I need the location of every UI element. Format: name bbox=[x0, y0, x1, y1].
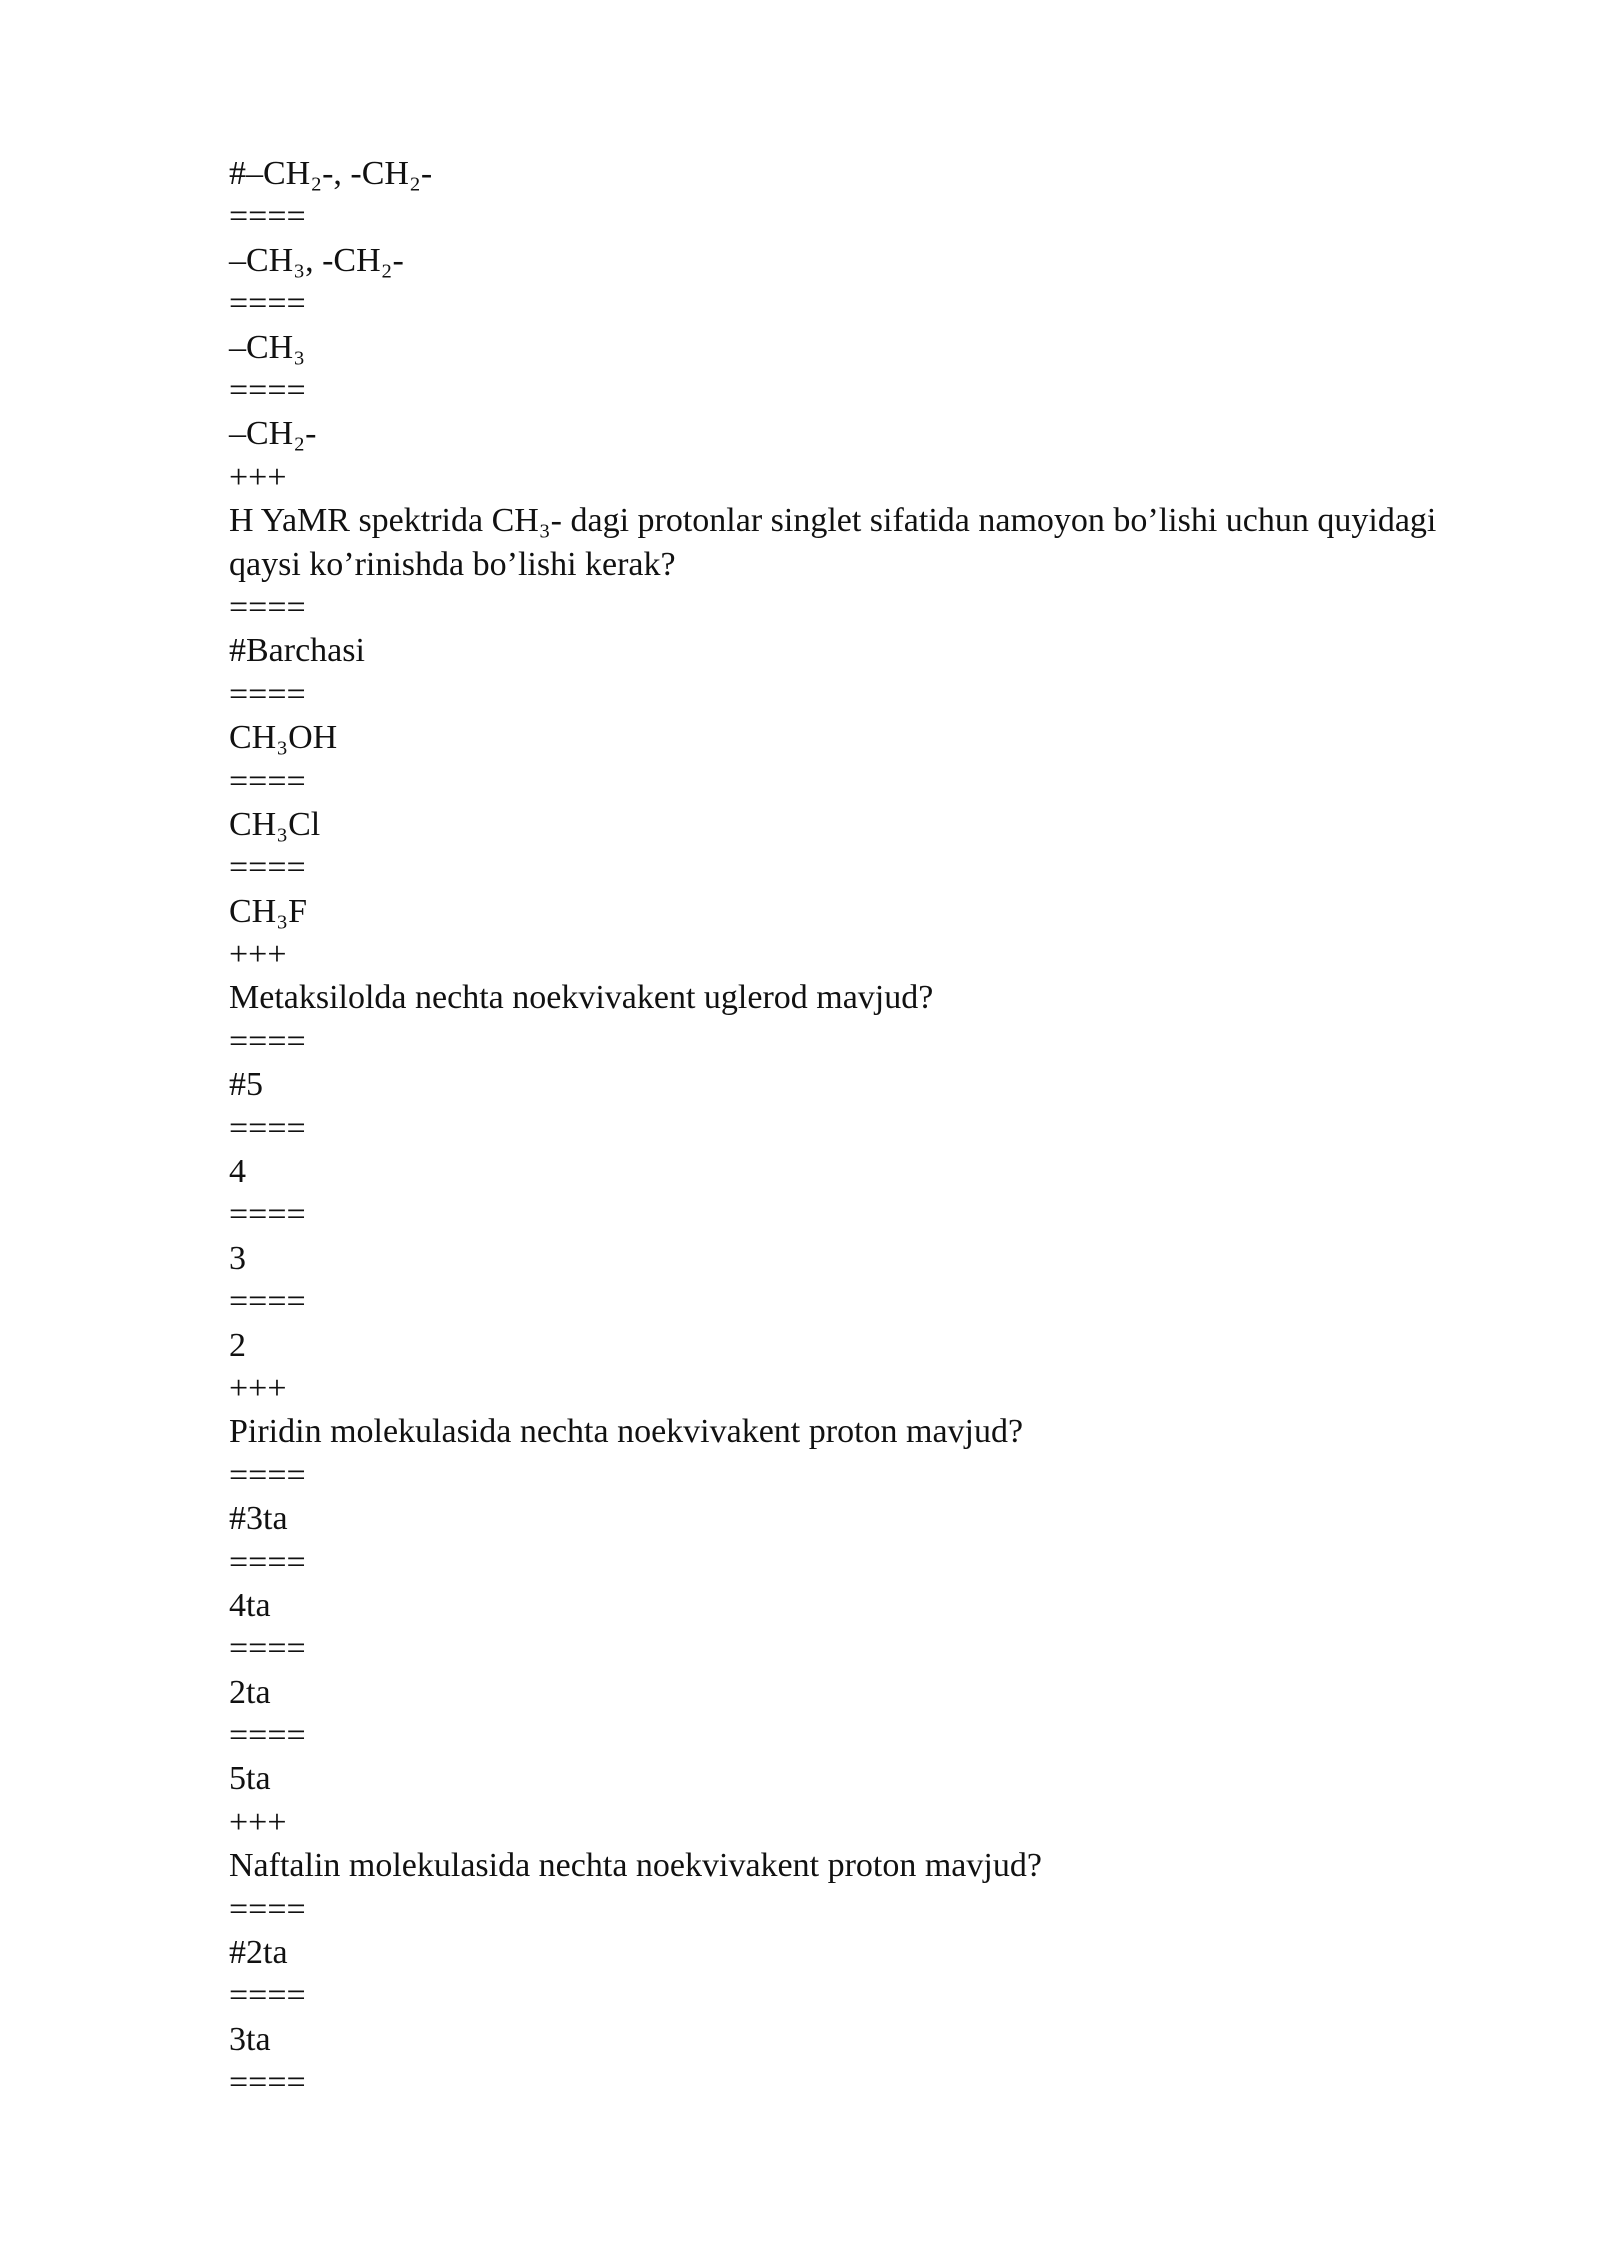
answer-option-correct: #5 bbox=[229, 1066, 263, 1104]
document-page bbox=[229, 152, 1479, 2105]
option-separator: ==== bbox=[229, 371, 306, 409]
option-separator: ==== bbox=[229, 1283, 306, 1321]
option-separator: ==== bbox=[229, 285, 306, 323]
option-separator: ==== bbox=[229, 675, 306, 713]
option-separator: ==== bbox=[229, 849, 306, 887]
question-separator: +++ bbox=[229, 1369, 287, 1407]
answer-option: CH₃Cl bbox=[229, 805, 321, 843]
answer-option: CH₃F bbox=[229, 892, 307, 930]
option-separator: ==== bbox=[229, 1977, 306, 2015]
answer-option-correct: #2ta bbox=[229, 1934, 288, 1972]
answer-option: 4ta bbox=[229, 1586, 271, 1624]
question-separator: +++ bbox=[229, 936, 287, 974]
option-separator: ==== bbox=[229, 1890, 306, 1928]
option-separator: ==== bbox=[229, 1630, 306, 1668]
answer-option: 4 bbox=[229, 1153, 246, 1191]
question-text: Naftalin molekulasida nechta noekvivakent proton mavjud? bbox=[229, 1847, 1042, 1885]
option-separator: ==== bbox=[229, 1022, 306, 1060]
question-text: H YaMR spektrida CH₃- dagi protonlar singlet sifatida namoyon bo’lishi uchun quyidagi qaysi ko’rinishda bo’lishi kerak? bbox=[229, 502, 1437, 583]
option-separator: ==== bbox=[229, 1543, 306, 1581]
question-text: Metaksilolda nechta noekvivakent uglerod mavjud? bbox=[229, 979, 934, 1017]
question-separator: +++ bbox=[229, 458, 287, 496]
answer-option-correct: #Barchasi bbox=[229, 632, 365, 670]
option-separator: ==== bbox=[229, 1109, 306, 1147]
answer-option: –CH₃ bbox=[229, 328, 306, 366]
answer-option-correct: #–CH₂-, -CH₂- bbox=[229, 155, 433, 192]
option-separator: ==== bbox=[229, 198, 306, 236]
option-separator: ==== bbox=[229, 2064, 306, 2102]
answer-option: 2ta bbox=[229, 1673, 271, 1711]
answer-option: 3ta bbox=[229, 2020, 271, 2058]
answer-option: CH₃OH bbox=[229, 719, 338, 757]
option-separator: ==== bbox=[229, 1196, 306, 1234]
answer-option: 5ta bbox=[229, 1760, 271, 1798]
question-text: Piridin molekulasida nechta noekvivakent proton mavjud? bbox=[229, 1413, 1024, 1451]
answer-option: –CH₃, -CH₂- bbox=[229, 241, 404, 279]
option-separator: ==== bbox=[229, 1717, 306, 1755]
answer-option: –CH₂- bbox=[229, 415, 317, 453]
answer-option: 3 bbox=[229, 1239, 246, 1277]
answer-option-correct: #3ta bbox=[229, 1500, 288, 1538]
question-separator: +++ bbox=[229, 1803, 287, 1841]
option-separator: ==== bbox=[229, 762, 306, 800]
answer-option: 2 bbox=[229, 1326, 246, 1364]
option-separator: ==== bbox=[229, 588, 306, 626]
option-separator: ==== bbox=[229, 1456, 306, 1494]
